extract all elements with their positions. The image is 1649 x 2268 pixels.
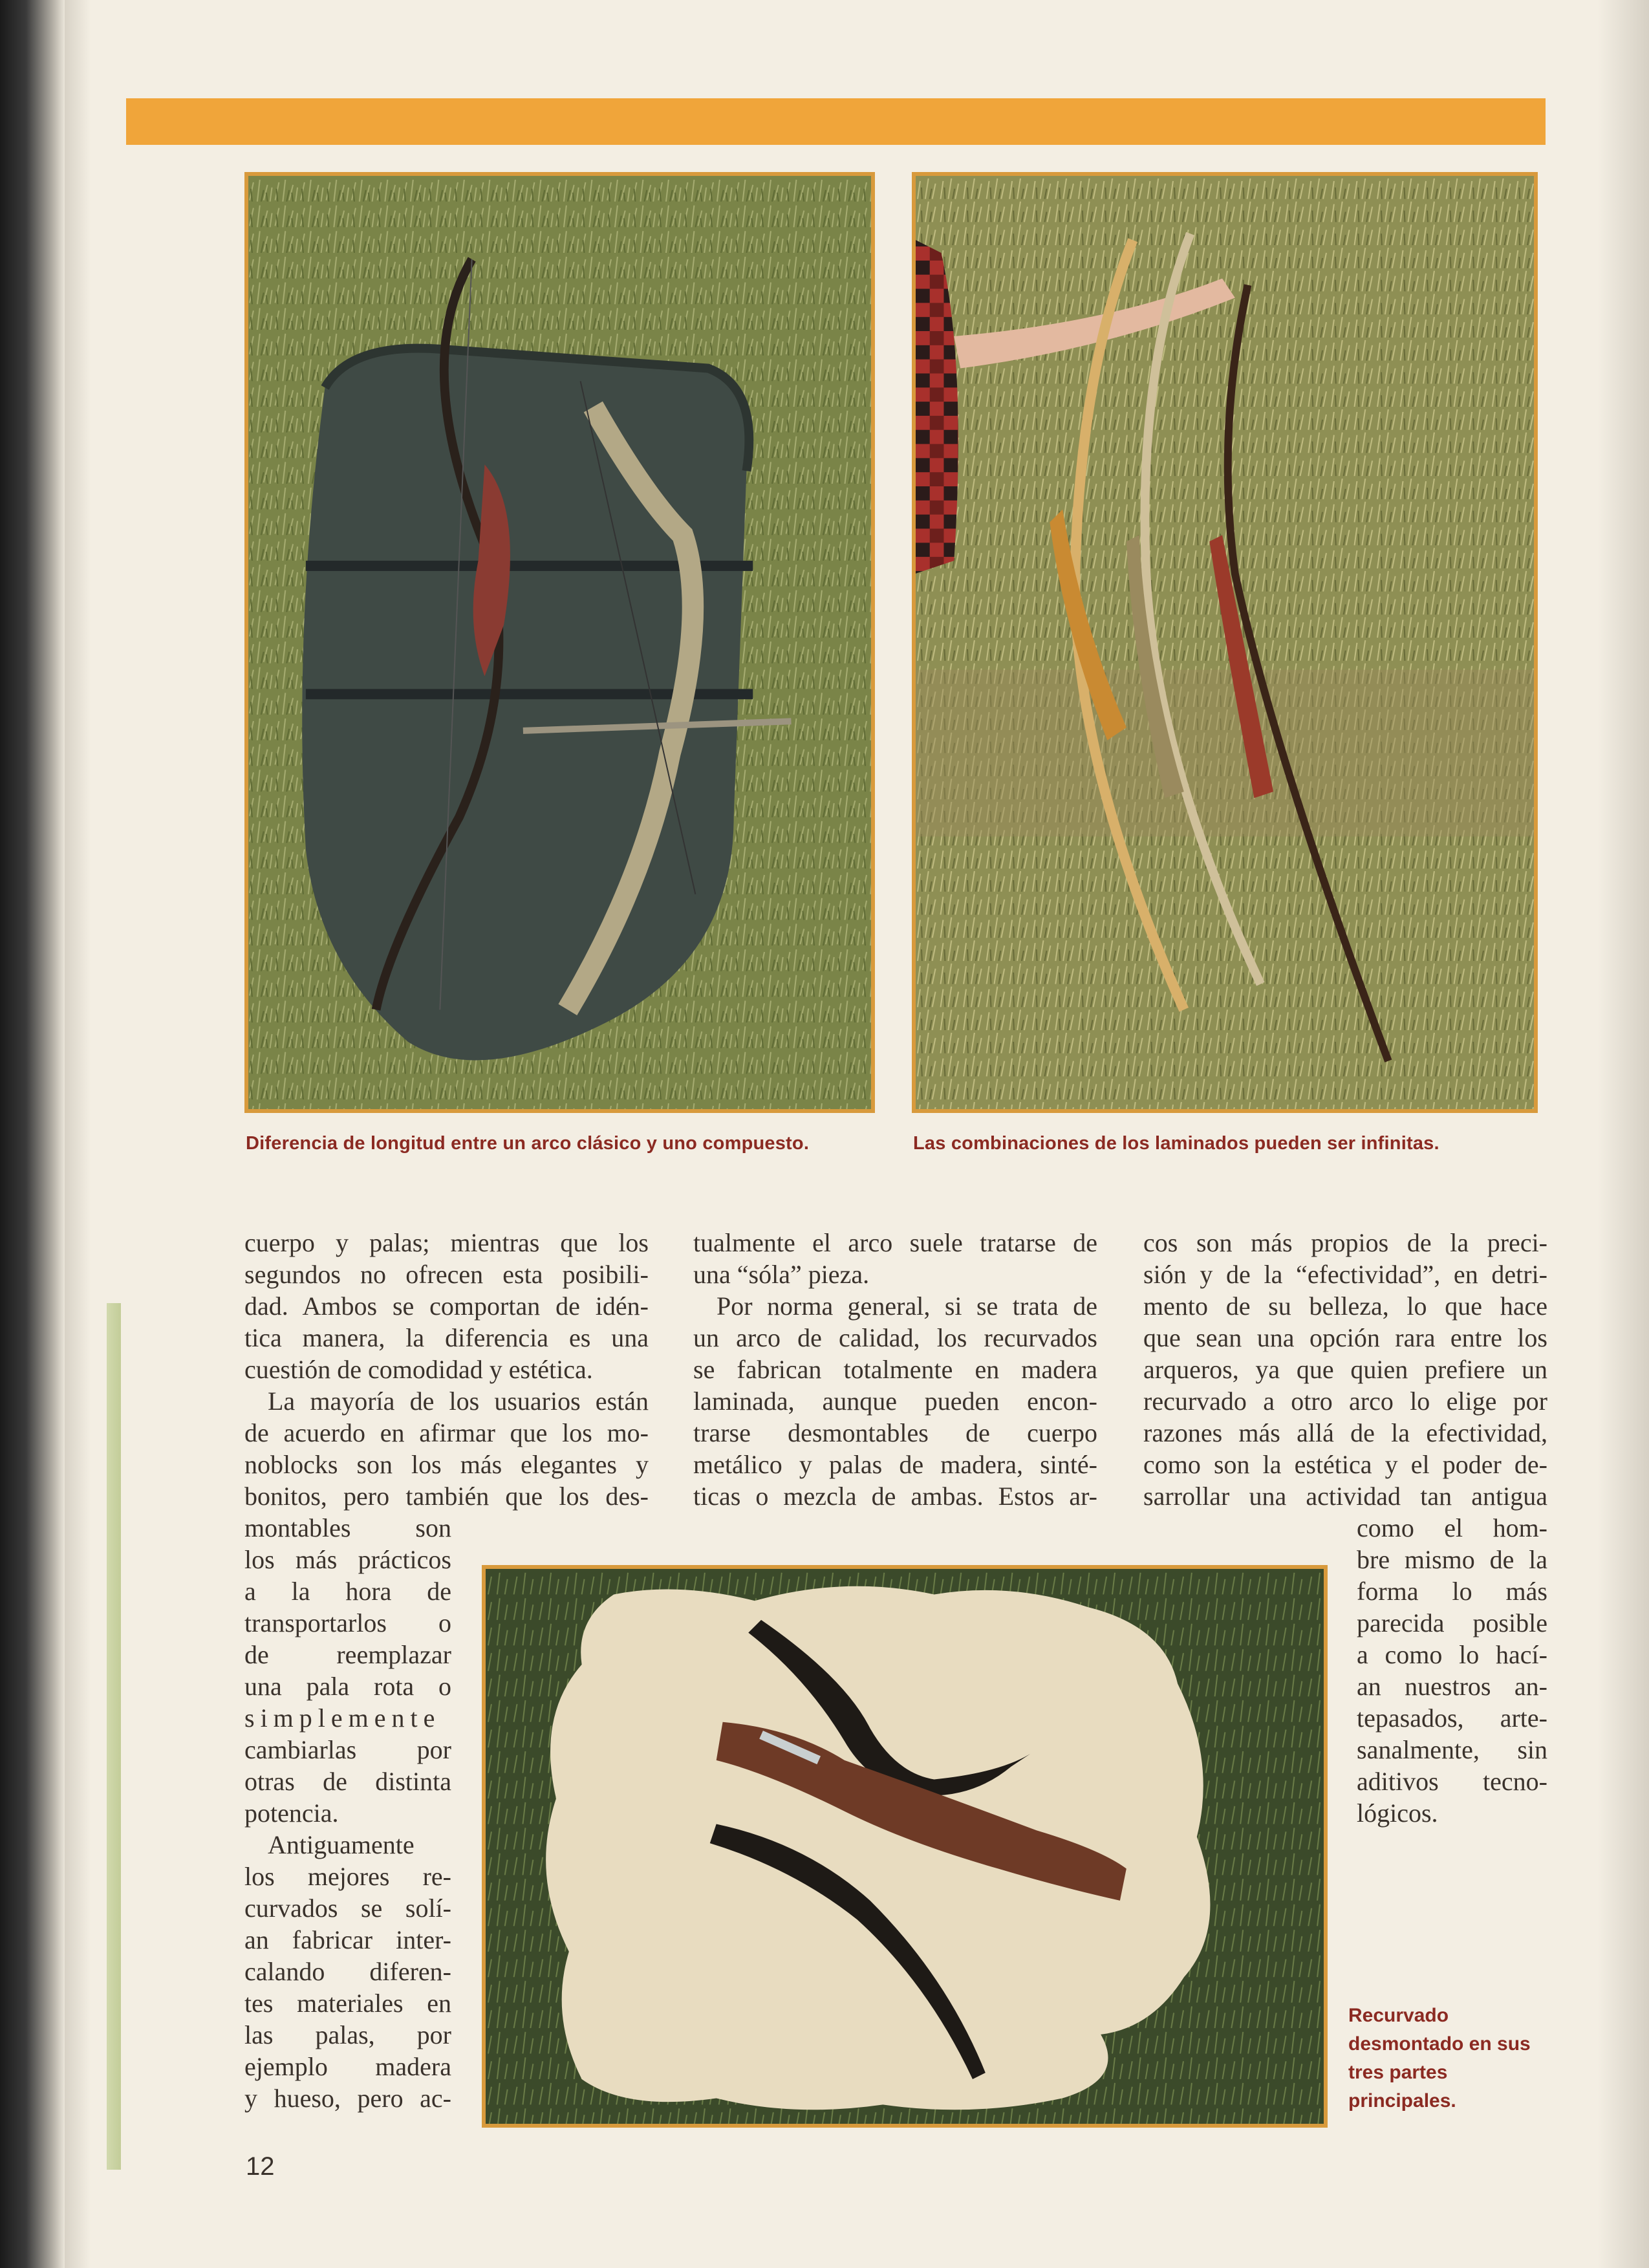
text-line: una “sóla” pieza. bbox=[693, 1260, 870, 1289]
text-line: an fabricar inter- bbox=[244, 1925, 451, 1954]
caption-line: tres partes bbox=[1348, 2062, 1448, 2083]
text-line: potencia. bbox=[244, 1798, 339, 1828]
text-line: calando diferen- bbox=[244, 1957, 451, 1986]
column-1-top bbox=[244, 1227, 649, 1544]
photo-takedown-recurve-image bbox=[486, 1569, 1324, 2124]
column-3-narrow bbox=[1357, 1512, 1547, 1829]
text-line: como el hom- bbox=[1357, 1513, 1547, 1542]
text-line: los más prácticos bbox=[244, 1545, 451, 1574]
caption-line: desmontado en sus bbox=[1348, 2033, 1531, 2055]
text-line: ejemplo madera bbox=[244, 2052, 451, 2081]
text-line: arqueros, ya que quien prefiere un bbox=[1143, 1355, 1547, 1384]
text-line: forma lo más bbox=[1357, 1577, 1547, 1606]
page-binding-shadow bbox=[0, 0, 65, 2268]
text-line: bonitos, pero también que los des- bbox=[244, 1482, 649, 1511]
text-line: tes materiales en bbox=[244, 1989, 451, 2018]
header-accent-bar bbox=[126, 98, 1546, 145]
text-line: an nuestros an- bbox=[1357, 1672, 1547, 1701]
text-line: tica manera, la diferencia es una bbox=[244, 1323, 649, 1352]
text-line: La mayoría de los usuarios están bbox=[268, 1387, 649, 1416]
text-line: recurvado a otro arco lo elige por bbox=[1143, 1387, 1547, 1416]
text-line: de acuerdo en afirmar que los mo- bbox=[244, 1418, 649, 1447]
text-line: metálico y palas de madera, sinté- bbox=[693, 1450, 1097, 1479]
photo-bows-on-bag bbox=[244, 172, 875, 1113]
text-line: bre mismo de la bbox=[1357, 1545, 1547, 1574]
adjacent-page-strip bbox=[107, 1303, 121, 2170]
photo-takedown-recurve bbox=[482, 1565, 1328, 2128]
column-1-narrow bbox=[244, 1544, 451, 2114]
column-3 bbox=[1143, 1227, 1547, 1512]
left-photo-caption: Diferencia de longitud entre un arco clásico y uno compuesto. bbox=[246, 1133, 810, 1154]
text-line: mento de su belleza, lo que hace bbox=[1143, 1291, 1547, 1321]
text-line: parecida posible bbox=[1357, 1608, 1547, 1637]
text-line: segundos no ofrecen esta posibili- bbox=[244, 1260, 649, 1289]
right-photo-caption: Las combinaciones de los laminados pueden ser infinitas. bbox=[913, 1133, 1439, 1154]
text-line: laminada, aunque pueden encon- bbox=[693, 1387, 1097, 1416]
text-line: de reemplazar bbox=[244, 1640, 451, 1669]
column-2 bbox=[693, 1227, 1097, 1512]
text-line: ticas o mezcla de ambas. Estos ar- bbox=[693, 1482, 1097, 1511]
text-line: dad. Ambos se comportan de idén- bbox=[244, 1291, 649, 1321]
text-line: sarrollar una actividad tan antigua bbox=[1143, 1482, 1547, 1511]
text-line: cos son más propios de la preci- bbox=[1143, 1228, 1547, 1257]
text-line: sión y de la “efectividad”, en detri- bbox=[1143, 1260, 1547, 1289]
caption-line: Recurvado bbox=[1348, 2005, 1449, 2026]
text-line: una pala rota o bbox=[244, 1672, 451, 1701]
text-line: curvados se solí- bbox=[244, 1894, 451, 1923]
text-line: cuerpo y palas; mientras que los bbox=[244, 1228, 649, 1257]
text-line: un arco de calidad, los recurvados bbox=[693, 1323, 1097, 1352]
text-line: aditivos tecno- bbox=[1357, 1767, 1547, 1796]
page-edge bbox=[65, 0, 91, 2268]
caption-line: principales. bbox=[1348, 2090, 1456, 2111]
text-line: montables son bbox=[244, 1513, 451, 1542]
text-line: noblocks son los más elegantes y bbox=[244, 1450, 649, 1479]
page-right-shade bbox=[1597, 0, 1649, 2268]
text-line: tepasados, arte- bbox=[1357, 1703, 1547, 1733]
text-line: cuestión de comodidad y estética. bbox=[244, 1355, 593, 1384]
text-line: sanalmente, sin bbox=[1357, 1735, 1547, 1764]
text-line: los mejores re- bbox=[244, 1862, 451, 1891]
text-line: que sean una opción rara entre los bbox=[1143, 1323, 1547, 1352]
text-line: simplemente bbox=[244, 1703, 441, 1733]
text-line: a la hora de bbox=[244, 1577, 451, 1606]
photo-bows-on-bag-image bbox=[248, 176, 871, 1109]
photo-three-bows bbox=[912, 172, 1538, 1113]
text-line: transportarlos o bbox=[244, 1608, 451, 1637]
text-line: Antiguamente bbox=[268, 1830, 415, 1859]
text-line: como son la estética y el poder de- bbox=[1143, 1450, 1547, 1479]
text-line: las palas, por bbox=[244, 2020, 451, 2049]
text-line: trarse desmontables de cuerpo bbox=[693, 1418, 1097, 1447]
text-line: razones más allá de la efectividad, bbox=[1143, 1418, 1547, 1447]
page-number: 12 bbox=[246, 2152, 275, 2181]
text-line: a como lo hací- bbox=[1357, 1640, 1547, 1669]
bottom-photo-caption bbox=[1348, 2002, 1531, 2115]
text-line: lógicos. bbox=[1357, 1798, 1438, 1828]
text-line: cambiarlas por bbox=[244, 1735, 451, 1764]
text-line: otras de distinta bbox=[244, 1767, 451, 1796]
text-line: se fabrican totalmente en madera bbox=[693, 1355, 1097, 1384]
text-line: tualmente el arco suele tratarse de bbox=[693, 1228, 1097, 1257]
photo-three-bows-image bbox=[916, 176, 1534, 1109]
text-line: Por norma general, si se trata de bbox=[717, 1291, 1097, 1321]
text-line: y hueso, pero ac- bbox=[244, 2084, 451, 2113]
